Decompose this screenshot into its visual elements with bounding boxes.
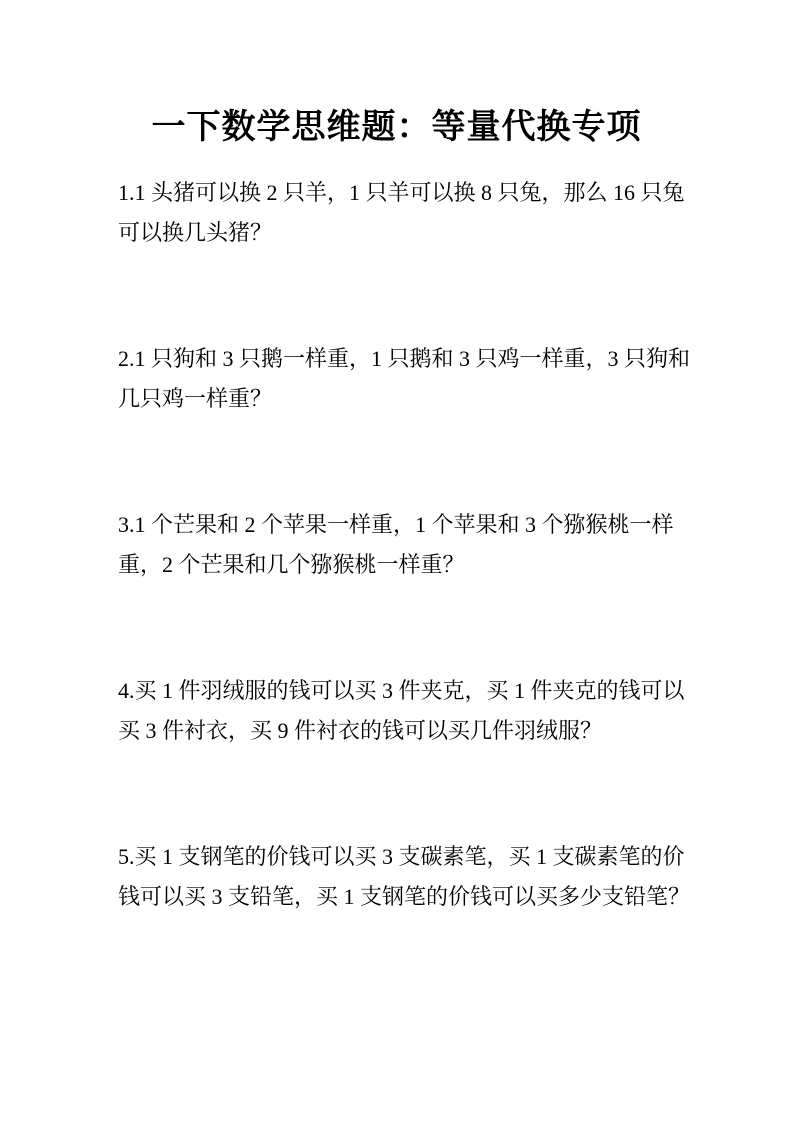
page-title: 一下数学思维题：等量代换专项 (151, 108, 642, 146)
question-1 (118, 173, 693, 253)
question-2 (118, 339, 693, 419)
question-4 (118, 671, 693, 751)
question-3-line: 重，2 个芒果和几个猕猴桃一样重？ (118, 552, 465, 577)
question-2-line: 几只鸡一样重？ (118, 386, 273, 411)
question-1-line: 可以换几头猪？ (118, 220, 273, 245)
questions (118, 173, 693, 917)
question-1-line: 1.1 头猪可以换 2 只羊，1 只羊可以换 8 只兔，那么 16 只兔 (118, 180, 685, 205)
question-3-line: 3.1 个芒果和 2 个苹果一样重，1 个苹果和 3 个猕猴桃一样 (118, 512, 674, 537)
question-2-line: 2.1 只狗和 3 只鹅一样重，1 只鹅和 3 只鸡一样重，3 只狗和 (118, 346, 691, 371)
question-4-line: 4.买 1 件羽绒服的钱可以买 3 件夹克，买 1 件夹克的钱可以 (118, 678, 685, 703)
question-5-line: 5.买 1 支钢笔的价钱可以买 3 支碳素笔，买 1 支碳素笔的价 (118, 844, 685, 869)
question-5 (118, 837, 693, 917)
question-5-line: 钱可以买 3 支铅笔，买 1 支钢笔的价钱可以买多少支铅笔？ (118, 884, 691, 909)
question-4-line: 买 3 件衬衣，买 9 件衬衣的钱可以买几件羽绒服？ (118, 718, 603, 743)
question-3 (118, 505, 693, 585)
